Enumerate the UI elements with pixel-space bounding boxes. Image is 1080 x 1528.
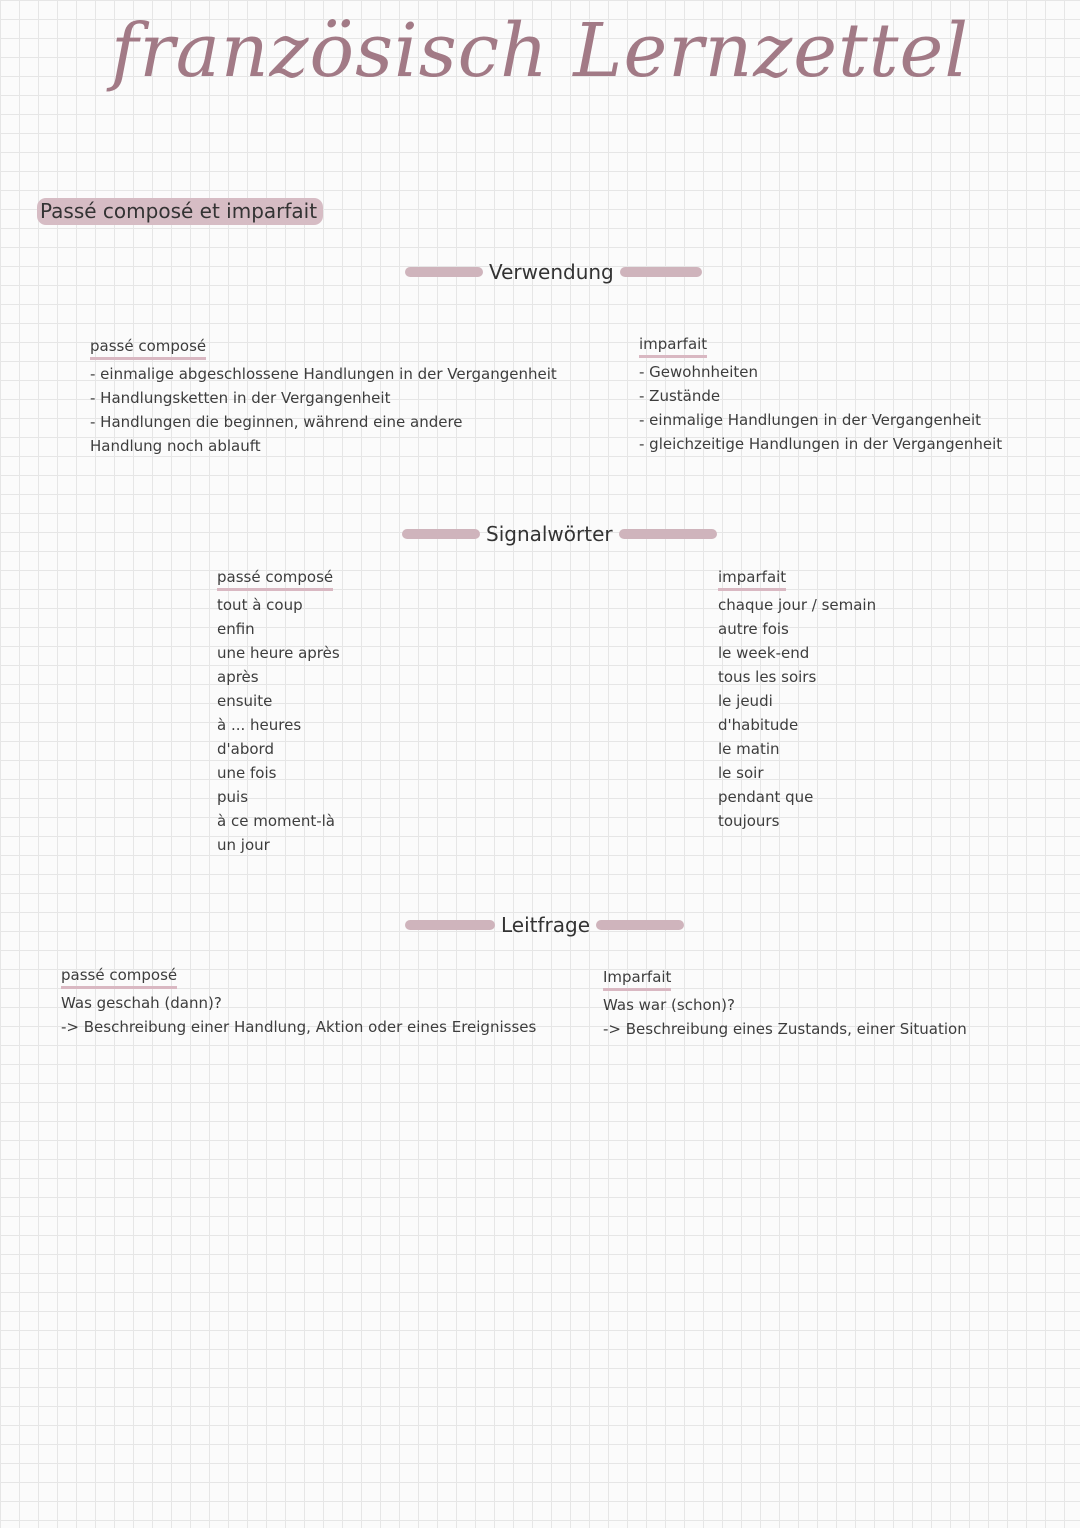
section-title: Signalwörter <box>486 522 613 546</box>
list-item: - Handlungen die beginnen, während eine andere Handlung noch ablauft <box>90 413 463 455</box>
list-item: Was war (schon)? <box>603 996 735 1014</box>
list-item: le soir <box>718 764 764 782</box>
list-item: - gleichzeitige Handlungen in der Vergangenheit <box>639 435 1003 453</box>
list-item: - einmalige Handlungen in der Vergangenheit <box>639 411 982 429</box>
list-item: le matin <box>718 740 780 758</box>
section-title: Leitfrage <box>501 913 591 937</box>
highlight-bar <box>620 267 702 277</box>
column-label: passé composé <box>217 567 333 591</box>
leitfrage-passe-compose <box>61 965 536 1039</box>
column-label: imparfait <box>718 567 786 591</box>
list-item: puis <box>217 788 249 806</box>
list-item: - Gewohnheiten <box>639 363 759 381</box>
column-label: Imparfait <box>603 967 671 991</box>
column-label: passé composé <box>61 965 177 989</box>
signalwoerter-passe-compose <box>217 567 340 857</box>
section-heading-verwendung <box>405 260 702 284</box>
list-item: le jeudi <box>718 692 773 710</box>
list-item: d'habitude <box>718 716 799 734</box>
page-title: französisch Lernzettel <box>110 8 969 94</box>
list-item: - Zustände <box>639 387 721 405</box>
list-item: à ... heures <box>217 716 302 734</box>
list-item: Was geschah (dann)? <box>61 994 222 1012</box>
highlight-bar <box>405 267 483 277</box>
list-item: une heure après <box>217 644 340 662</box>
list-item: le week-end <box>718 644 810 662</box>
list-item: -> Beschreibung eines Zustands, einer Situation <box>603 1020 967 1038</box>
list-item: une fois <box>217 764 277 782</box>
list-item: chaque jour / semain <box>718 596 877 614</box>
list-item: d'abord <box>217 740 274 758</box>
highlight-bar <box>596 920 684 930</box>
list-item: -> Beschreibung einer Handlung, Aktion oder eines Ereignisses <box>61 1018 537 1036</box>
list-item: tous les soirs <box>718 668 817 686</box>
section-heading-signalwoerter <box>402 522 717 546</box>
section-title: Verwendung <box>489 260 614 284</box>
list-item: - Handlungsketten in der Vergangenheit <box>90 389 391 407</box>
signalwoerter-imparfait <box>718 567 876 833</box>
column-label: passé composé <box>90 336 206 360</box>
main-heading: Passé composé et imparfait <box>37 198 323 225</box>
column-label: imparfait <box>639 334 707 358</box>
leitfrage-imparfait <box>603 967 967 1041</box>
list-item: - einmalige abgeschlossene Handlungen in der Vergangenheit <box>90 365 557 383</box>
section-heading-leitfrage <box>405 913 684 937</box>
highlight-bar <box>405 920 495 930</box>
list-item: toujours <box>718 812 780 830</box>
list-item: ensuite <box>217 692 273 710</box>
highlight-bar <box>619 529 717 539</box>
verwendung-imparfait <box>639 334 1002 456</box>
list-item: autre fois <box>718 620 789 638</box>
list-item: à ce moment-là <box>217 812 335 830</box>
list-item: enfin <box>217 620 255 638</box>
verwendung-passe-compose <box>90 336 557 458</box>
list-item: tout à coup <box>217 596 303 614</box>
highlight-bar <box>402 529 480 539</box>
list-item: un jour <box>217 836 270 854</box>
list-item: après <box>217 668 259 686</box>
list-item: pendant que <box>718 788 814 806</box>
